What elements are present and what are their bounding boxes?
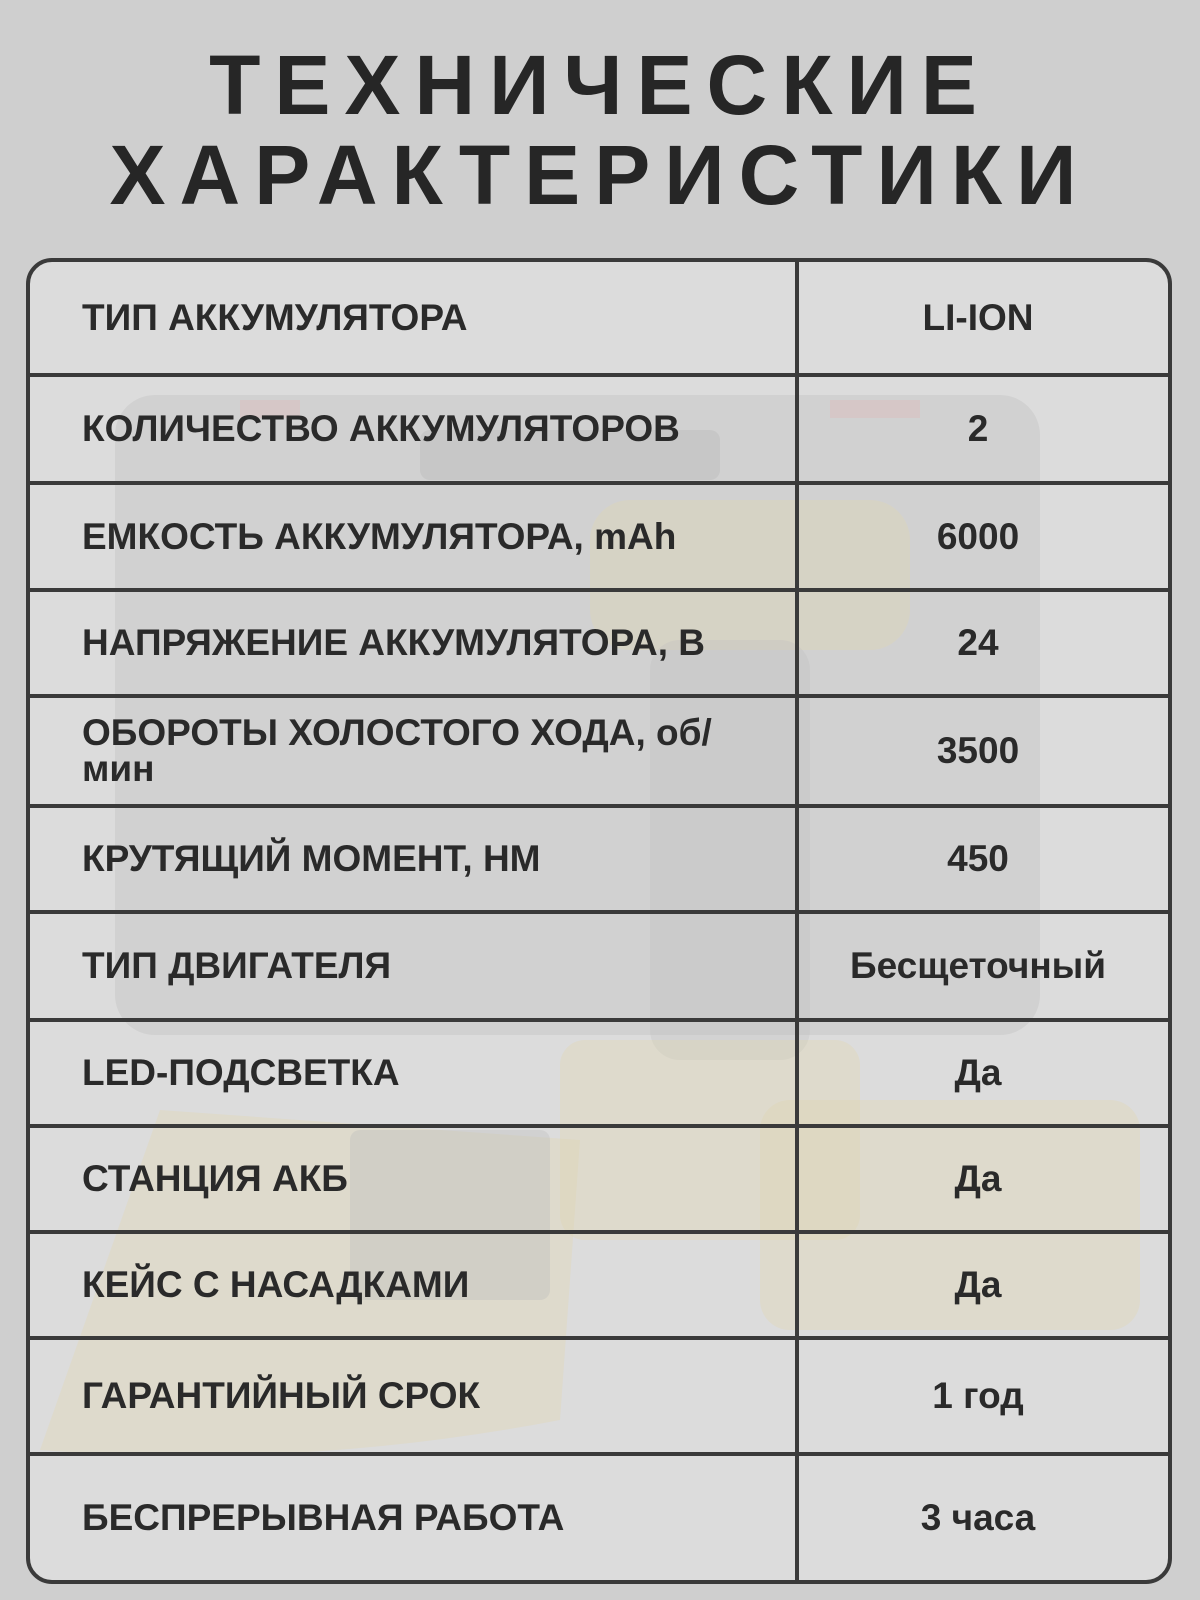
spec-value: 3500 [936,730,1020,771]
spec-value: Бесщеточный [849,945,1107,986]
spec-value: Да [954,1052,1002,1093]
title-line-1: ТЕХНИЧЕСКИЕ [209,38,991,132]
table-row [30,1022,1168,1128]
spec-label: ОБОРОТЫ ХОЛОСТОГО ХОДА, об/мин [82,712,712,789]
specifications-table [26,258,1172,1584]
spec-label: ГАРАНТИЙНЫЙ СРОК [82,1375,481,1416]
table-row [30,808,1168,914]
spec-label: ТИП ДВИГАТЕЛЯ [82,945,392,986]
spec-value: 1 год [932,1375,1024,1416]
table-row [30,1456,1168,1580]
spec-value: 6000 [936,515,1020,557]
table-row [30,485,1168,592]
title-line-2: ХАРАКТЕРИСТИКИ [109,128,1091,222]
spec-label: ЕМКОСТЬ АККУМУЛЯТОРА, mAh [82,515,677,557]
spec-label: КОЛИЧЕСТВО АККУМУЛЯТОРОВ [82,408,680,449]
table-row [30,1340,1168,1456]
table-row [30,1234,1168,1340]
page-title [0,40,1200,220]
spec-value: LI-ION [922,296,1034,338]
spec-label: БЕСПРЕРЫВНАЯ РАБОТА [82,1497,565,1538]
spec-value: 450 [947,838,1009,879]
table-row [30,914,1168,1022]
spec-value: Да [954,1264,1002,1305]
table-row [30,377,1168,485]
table-row [30,698,1168,808]
spec-label: СТАНЦИЯ АКБ [82,1158,348,1199]
table-row [30,262,1168,377]
spec-value: 3 часа [920,1497,1036,1538]
spec-label: КРУТЯЩИЙ МОМЕНТ, НМ [82,838,541,879]
table-row [30,592,1168,698]
spec-label: НАПРЯЖЕНИЕ АККУМУЛЯТОРА, В [82,622,705,663]
spec-label: ТИП АККУМУЛЯТОРА [82,296,468,338]
table-row [30,1128,1168,1234]
spec-value: Да [954,1158,1002,1199]
spec-label: КЕЙС С НАСАДКАМИ [82,1264,470,1305]
spec-value: 2 [967,408,989,449]
spec-value: 24 [957,622,999,663]
spec-label: LED-ПОДСВЕТКА [82,1052,400,1093]
